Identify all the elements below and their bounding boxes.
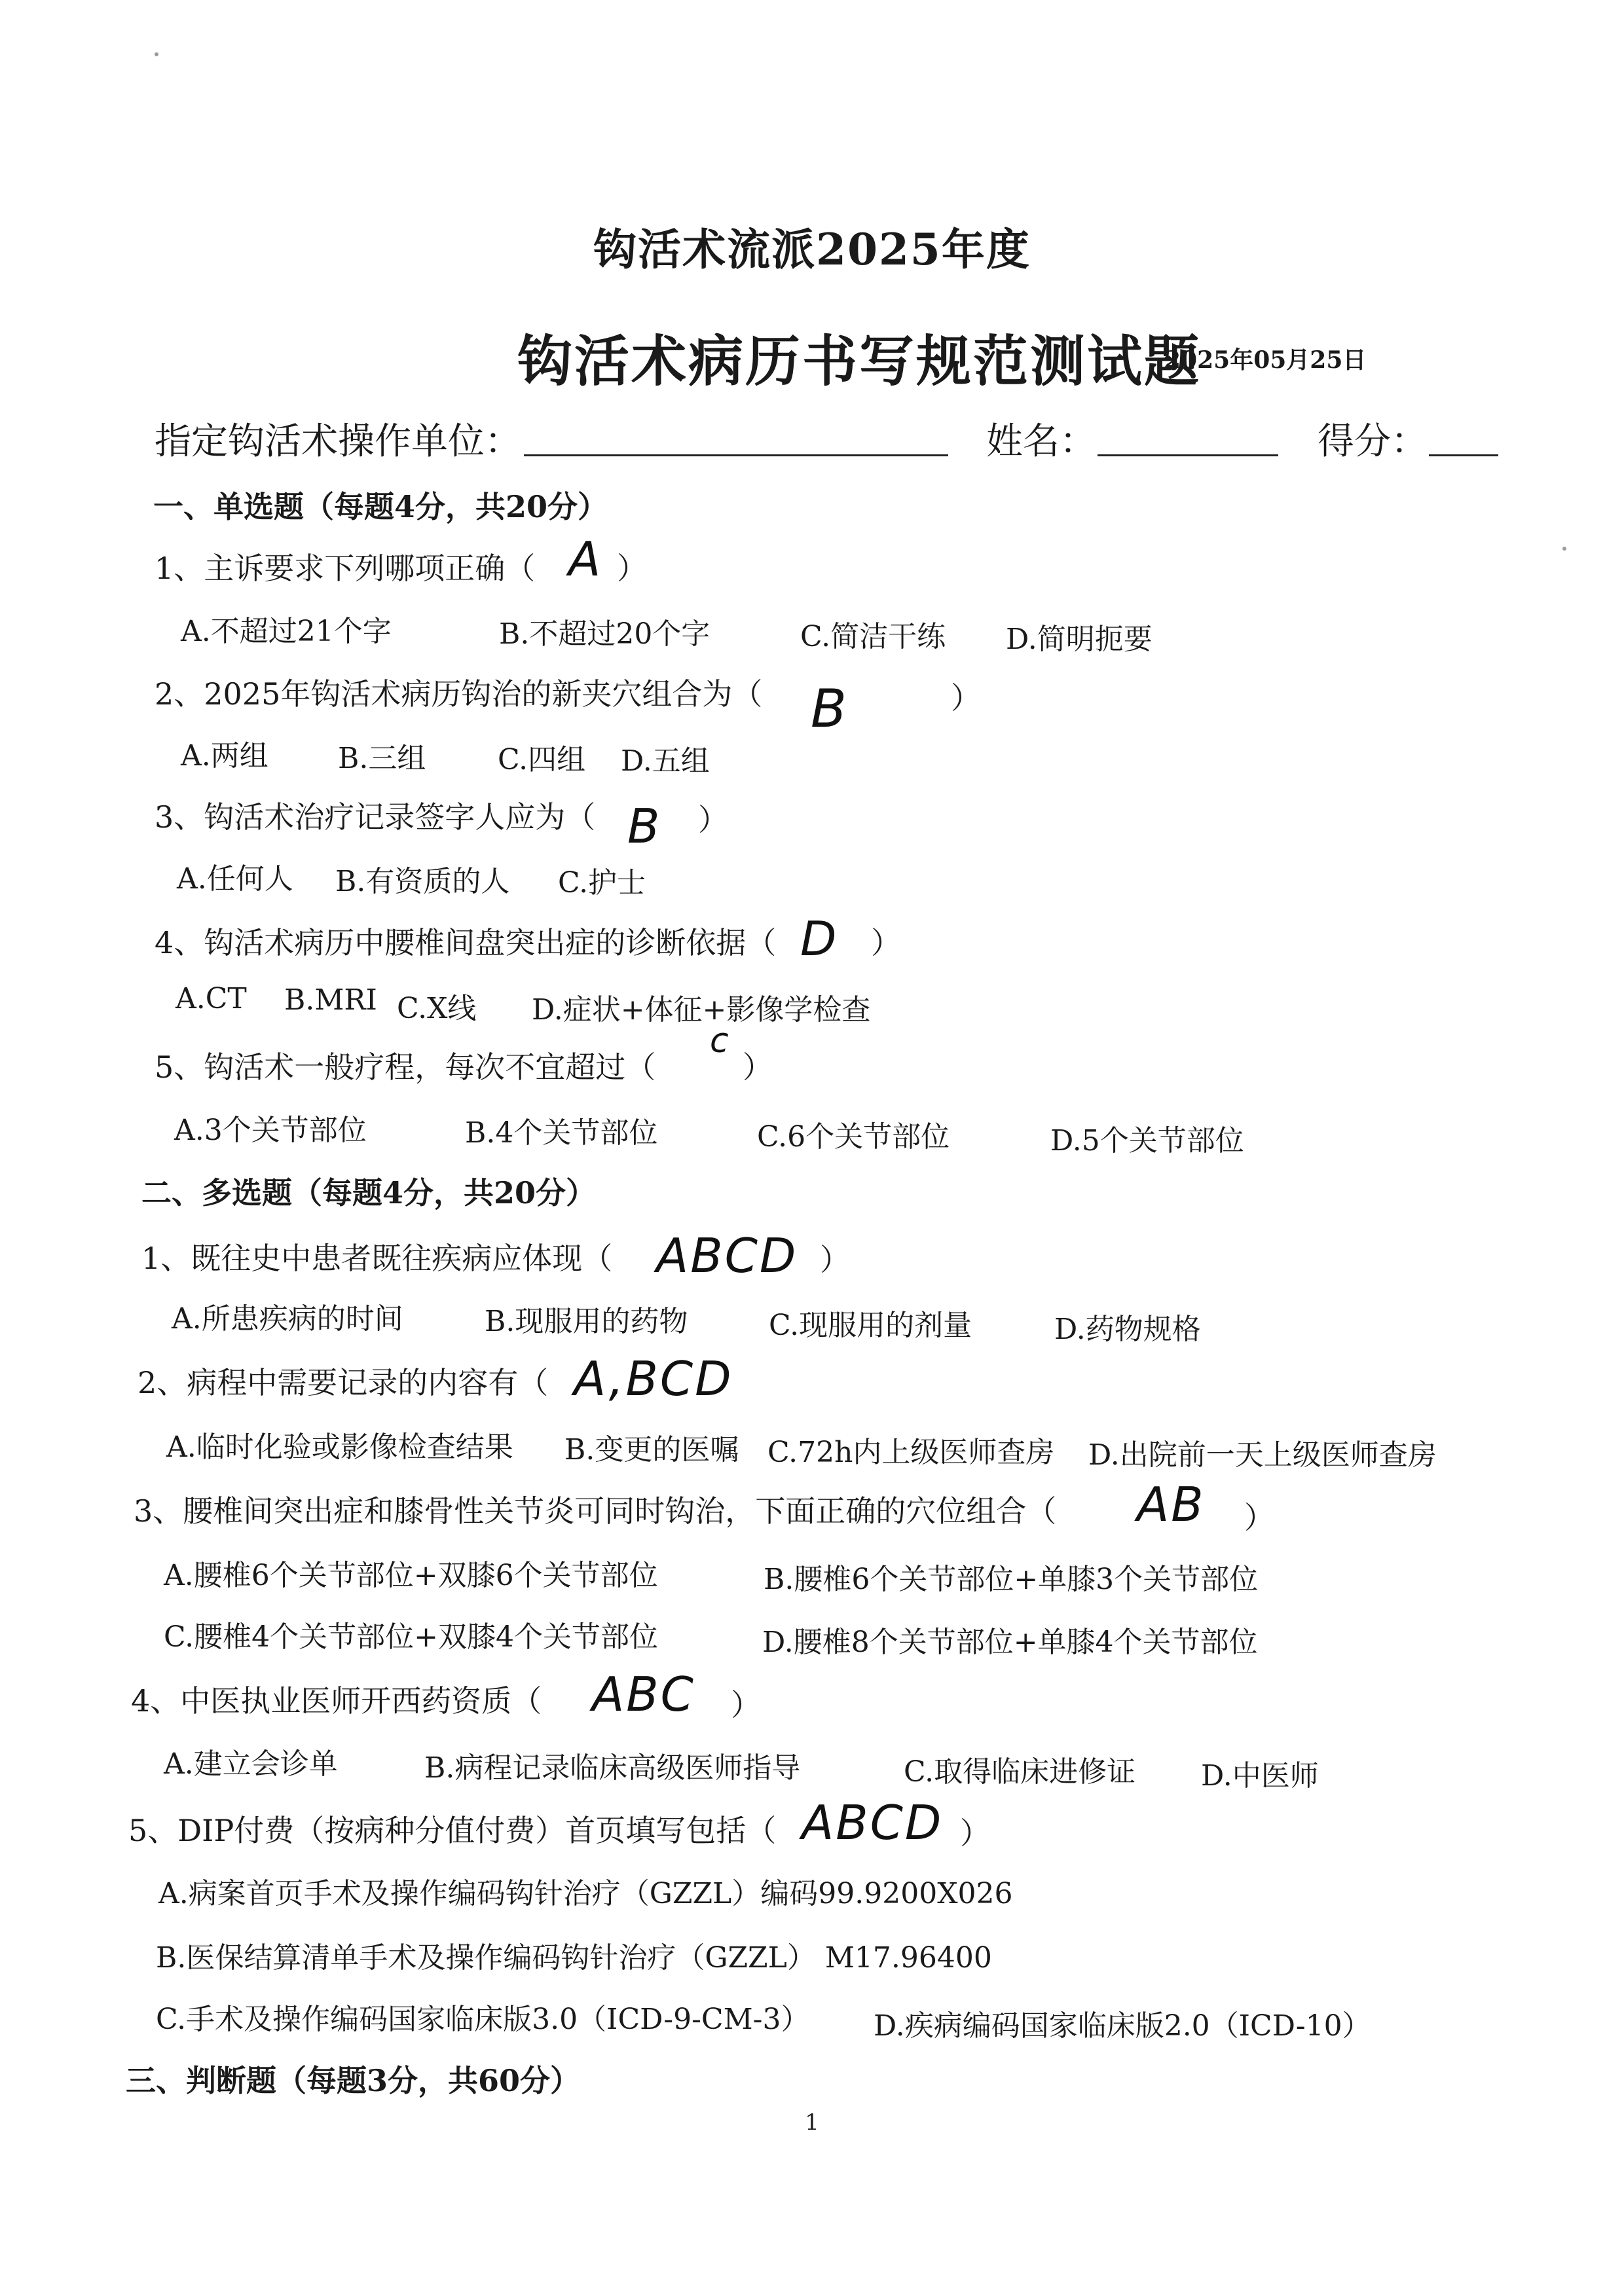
score-field[interactable]: [1429, 454, 1498, 456]
question-text: 4、中医执业医师开西药资质（: [131, 1683, 542, 1719]
question-text: 4、钩活术病历中腰椎间盘突出症的诊断依据（: [155, 925, 777, 960]
name-field[interactable]: [1098, 454, 1278, 456]
option: B.4个关节部位: [465, 1116, 658, 1150]
question-text: 1、既往史中患者既往疾病应体现（: [141, 1241, 613, 1276]
option: A.临时化验或影像检查结果: [166, 1430, 513, 1464]
option: A.3个关节部位: [174, 1114, 367, 1147]
option: D.药物规格: [1054, 1313, 1201, 1346]
question-close: ）: [743, 1049, 773, 1085]
option: B.腰椎6个关节部位+单膝3个关节部位: [764, 1563, 1259, 1596]
option: A.CT: [175, 982, 247, 1015]
option: C.四组: [498, 743, 586, 776]
handwritten-answer: AB: [1137, 1477, 1206, 1532]
option: D.症状+体征+影像学检查: [532, 993, 871, 1027]
question-text: 2、病程中需要记录的内容有（: [138, 1365, 549, 1400]
handwritten-answer: D: [800, 911, 839, 966]
option: D.5个关节部位: [1050, 1124, 1244, 1157]
question-text: 3、腰椎间突出症和膝骨性关节炎可同时钩治，下面正确的穴位组合（: [134, 1493, 1057, 1529]
question-close: ）: [820, 1242, 850, 1277]
handwritten-answer: ABCD: [802, 1795, 944, 1850]
option: C.简洁干练: [800, 620, 946, 653]
option: B.三组: [338, 742, 426, 775]
question-close: ）: [871, 925, 901, 960]
option: B.医保结算清单手术及操作编码钩针治疗（GZZL） M17.96400: [156, 1941, 992, 1975]
name-label: 姓名：: [986, 420, 1096, 463]
option: B.病程记录临床高级医师指导: [424, 1751, 801, 1785]
option: A.所患疾病的时间: [172, 1302, 403, 1336]
question-close: ）: [698, 802, 728, 837]
option: C.6个关节部位: [757, 1120, 950, 1154]
handwritten-answer: B: [627, 799, 662, 854]
page-number: 1: [805, 2109, 819, 2136]
option: D.五组: [621, 744, 710, 778]
score-label: 得分：: [1318, 420, 1428, 463]
unit-label: 指定钩活术操作单位：: [155, 420, 521, 463]
unit-field[interactable]: [524, 454, 948, 456]
scan-mark: [1562, 547, 1566, 551]
question-close: ）: [617, 551, 647, 586]
handwritten-answer: A: [568, 532, 603, 587]
exam-date: 2025年05月25日: [1164, 346, 1367, 374]
question-close: ）: [1244, 1500, 1274, 1535]
option: C.取得临床进修证: [904, 1755, 1136, 1789]
option: D.腰椎8个关节部位+单膝4个关节部位: [762, 1626, 1258, 1659]
option: A.建立会诊单: [164, 1747, 338, 1781]
exam-title-line2: 钩活术病历书写规范测试题: [517, 329, 1202, 393]
option: D.中医师: [1201, 1759, 1319, 1793]
handwritten-answer: ABC: [592, 1667, 695, 1722]
handwritten-answer: A,BCD: [574, 1351, 733, 1406]
question-text: 5、钩活术一般疗程，每次不宜超过（: [155, 1049, 656, 1085]
scan-mark: [155, 52, 158, 56]
option: C.72h内上级医师查房: [767, 1436, 1055, 1469]
option: D.简明扼要: [1006, 623, 1153, 656]
option: A.两组: [181, 739, 268, 773]
exam-title-line1: 钩活术流派2025年度: [593, 224, 1031, 275]
option: C.腰椎4个关节部位+双膝4个关节部位: [164, 1620, 658, 1654]
option: B.有资质的人: [335, 865, 510, 898]
option: C.护士: [558, 866, 646, 900]
option: C.现服用的剂量: [769, 1309, 972, 1342]
option: A.任何人: [177, 862, 293, 896]
section-heading: 三、判断题（每题3分，共60分）: [126, 2063, 581, 2098]
section-heading: 一、单选题（每题4分，共20分）: [153, 489, 608, 524]
option: B.现服用的药物: [485, 1305, 688, 1338]
section-heading: 二、多选题（每题4分，共20分）: [141, 1175, 597, 1211]
option: D.出院前一天上级医师查房: [1088, 1438, 1437, 1472]
option: A.病案首页手术及操作编码钩针治疗（GZZL）编码99.9200X026: [158, 1877, 1013, 1910]
option: A.腰椎6个关节部位+双膝6个关节部位: [164, 1559, 658, 1592]
option: B.MRI: [284, 983, 377, 1017]
question-text: 2、2025年钩活术病历钩治的新夹穴组合为（: [155, 676, 763, 712]
option: C.手术及操作编码国家临床版3.0（ICD-9-CM-3）: [156, 2003, 810, 2036]
option: C.X线: [397, 992, 477, 1025]
question-text: 1、主诉要求下列哪项正确（: [155, 551, 536, 586]
handwritten-answer: B: [811, 678, 849, 739]
question-text: 5、DIP付费（按病种分值付费）首页填写包括（: [128, 1813, 777, 1848]
option: B.不超过20个字: [499, 617, 710, 651]
option: D.疾病编码国家临床版2.0（ICD-10）: [874, 2009, 1371, 2043]
question-close: ）: [951, 680, 981, 716]
option: A.不超过21个字: [181, 615, 392, 648]
question-close: ）: [731, 1687, 761, 1722]
option: B.变更的医嘱: [564, 1433, 739, 1467]
handwritten-answer: c: [710, 1021, 731, 1061]
handwritten-answer: ABCD: [656, 1228, 798, 1283]
question-text: 3、钩活术治疗记录签字人应为（: [155, 799, 596, 835]
question-close: ）: [960, 1815, 990, 1851]
